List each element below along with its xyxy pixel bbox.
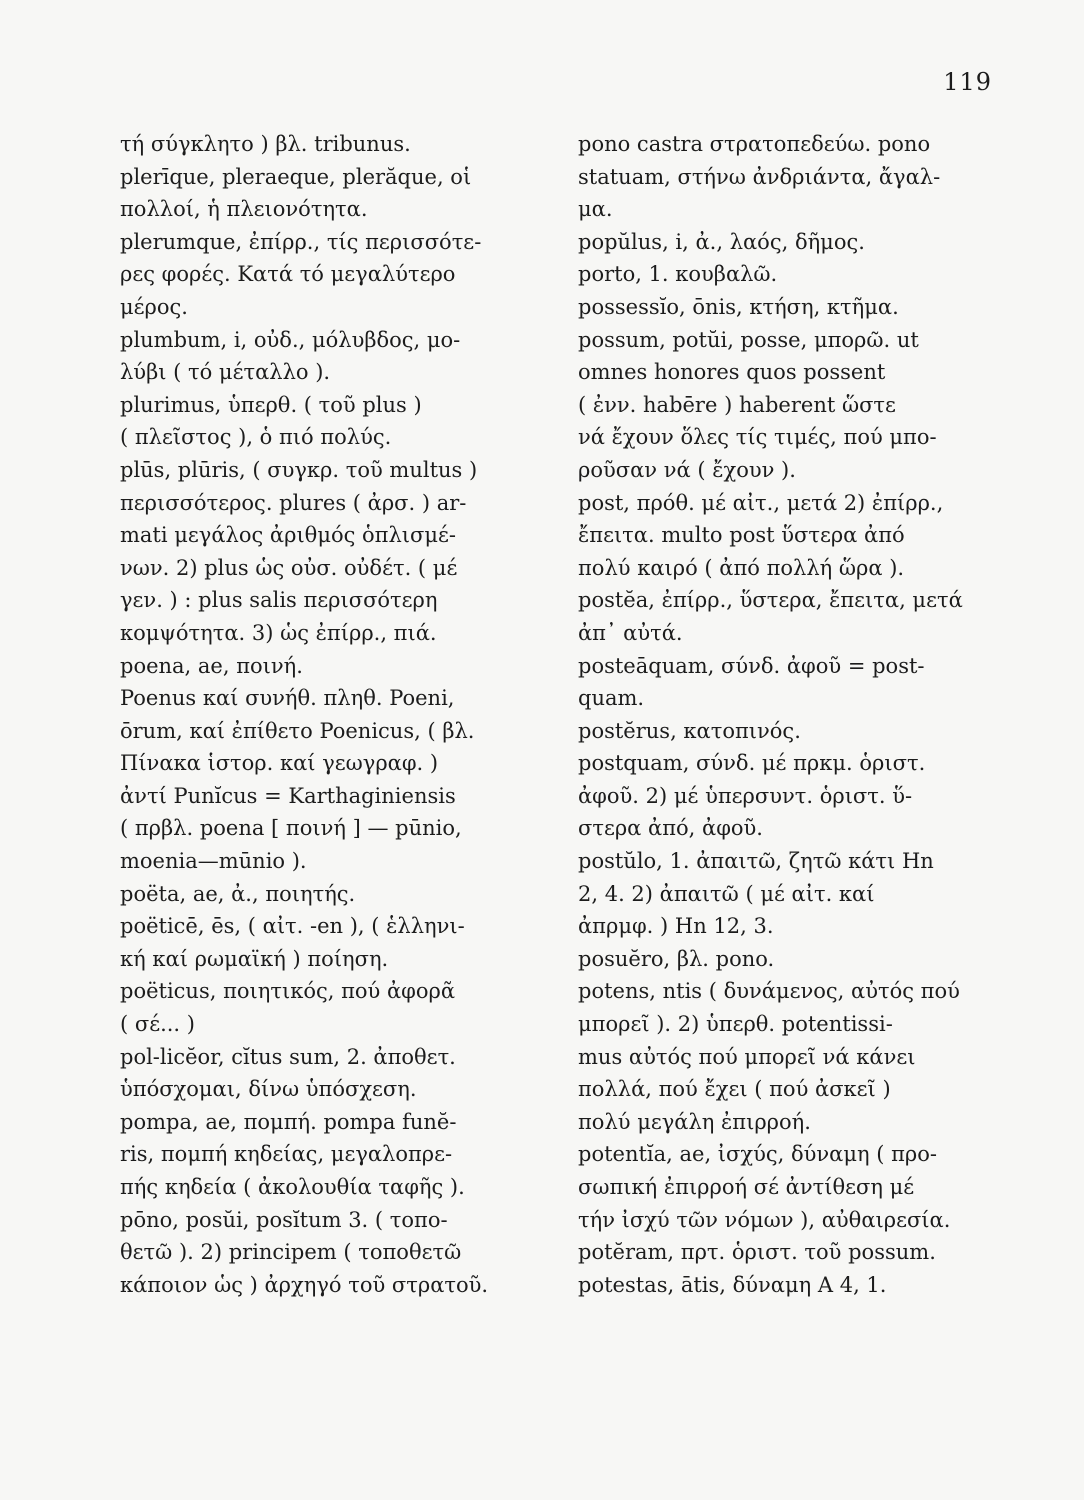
- entry-line: ris, πομπή κηδείας, μεγαλοπρε-: [120, 1142, 453, 1167]
- entry-line: postĕrus, κατοπινός.: [578, 718, 801, 743]
- entry-line: statuam, στήνω ἀνδριάντα, ἄγαλ-: [578, 164, 941, 189]
- page-number: 119: [943, 68, 992, 96]
- entry-line: νων. 2) plus ὡς οὐσ. οὐδέτ. ( μέ: [120, 555, 458, 580]
- entry-line: πολύ μεγάλη ἐπιρροή.: [578, 1109, 811, 1134]
- entry-line: 2, 4. 2) ἀπαιτῶ ( μέ αἰτ. καί: [578, 881, 875, 906]
- right-column: [578, 128, 998, 1301]
- entry-line: poena, ae, ποινή.: [120, 653, 303, 678]
- entry-line: postŭlo, 1. ἀπαιτῶ, ζητῶ κάτι Hn: [578, 849, 934, 874]
- entry-line: potentĭa, ae, ἰσχύς, δύναμη ( προ-: [578, 1142, 937, 1167]
- entry-line: potĕram, πρτ. ὁριστ. τοῦ possum.: [578, 1240, 936, 1265]
- entry-line: popŭlus, i, ἀ., λαός, δῆμος.: [578, 229, 865, 254]
- entry-line: μπορεῖ ). 2) ὑπερθ. potentissi-: [578, 1012, 893, 1037]
- entry-line: θετῶ ). 2) principem ( τοποθετῶ: [120, 1240, 462, 1265]
- entry-line: quam.: [578, 686, 645, 711]
- entry-line: κομψότητα. 3) ὡς ἐπίρρ., πιά.: [120, 620, 437, 645]
- entry-line: plurimus, ὑπερθ. ( τοῦ plus ): [120, 392, 422, 417]
- entry-line: πολύ καιρό ( ἀπό πολλή ὥρα ).: [578, 555, 905, 580]
- entry-line: ἀντί Punĭcus = Karthaginiensis: [120, 783, 456, 808]
- entry-line: plerumque, ἐπίρρ., τίς περισσότε-: [120, 229, 482, 254]
- entry-line: posteāquam, σύνδ. ἀφοῦ = post-: [578, 653, 925, 678]
- entry-line: plerīque, pleraeque, plerăque, οἱ: [120, 164, 472, 189]
- entry-line: mus αὐτός πού μπορεῖ νά κάνει: [578, 1044, 916, 1069]
- entry-line: πολλά, πού ἔχει ( πού ἀσκεῖ ): [578, 1077, 891, 1102]
- entry-line: νά ἔχουν ὅλες τίς τιμές, πού μπο-: [578, 425, 937, 450]
- entry-line: potens, ntis ( δυνάμενος, αὐτός πού: [578, 979, 960, 1004]
- entry-line: ἀπρμφ. ) Hn 12, 3.: [578, 914, 774, 939]
- entry-line: στερα ἀπό, ἀφοῦ.: [578, 816, 763, 841]
- entry-line: mati μεγάλος ἀριθμός ὁπλισμέ-: [120, 523, 456, 548]
- entry-line: plumbum, i, οὐδ., μόλυβδος, μο-: [120, 327, 461, 352]
- entry-line: pol-licĕor, cĭtus sum, 2. ἀποθετ.: [120, 1044, 456, 1069]
- entry-line: possum, potŭi, posse, μπορῶ. ut: [578, 327, 919, 352]
- entry-line: ( πρβλ. poena [ ποινή ] — pūnio,: [120, 816, 462, 841]
- entry-line: ἀφοῦ. 2) μέ ὑπερσυντ. ὁριστ. ὕ-: [578, 783, 913, 808]
- entry-line: ( ἐνν. habēre ) haberent ὥστε: [578, 392, 896, 417]
- entry-line: omnes honores quos possent: [578, 360, 886, 385]
- entry-line: pōno, posŭi, posĭtum 3. ( τοπο-: [120, 1207, 448, 1232]
- entry-line: postquam, σύνδ. μέ πρκμ. ὁριστ.: [578, 751, 926, 776]
- entry-line: ōrum, καί ἐπίθετο Poenicus, ( βλ.: [120, 718, 475, 743]
- entry-line: ροῦσαν νά ( ἔχουν ).: [578, 457, 796, 482]
- entry-line: potestas, ātis, δύναμη A 4, 1.: [578, 1272, 887, 1297]
- entry-line: possessĭo, ōnis, κτήση, κτῆμα.: [578, 294, 899, 319]
- entry-line: poëticē, ēs, ( αἰτ. -en ), ( ἑλληνι-: [120, 914, 465, 939]
- entry-line: poëticus, ποιητικός, πού ἀφορᾶ: [120, 979, 456, 1004]
- entry-line: pompa, ae, πομπή. pompa funĕ-: [120, 1109, 457, 1134]
- entry-line: κάποιον ὡς ) ἀρχηγό τοῦ στρατοῦ.: [120, 1272, 489, 1297]
- left-column: [120, 128, 550, 1301]
- entry-line: post, πρόθ. μέ αἰτ., μετά 2) ἐπίρρ.,: [578, 490, 944, 515]
- entry-line: ρες φορές. Κατά τό μεγαλύτερο: [120, 262, 456, 287]
- entry-line: κή καί ρωμαϊκή ) ποίηση.: [120, 946, 389, 971]
- entry-line: ἀπ᾽ αὐτά.: [578, 620, 683, 645]
- entry-line: σωπική ἐπιρροή σέ ἀντίθεση μέ: [578, 1175, 915, 1199]
- entry-line: Poenus καί συνήθ. πληθ. Poeni,: [120, 686, 455, 711]
- entry-line: ἔπειτα. multo post ὕστερα ἀπό: [578, 523, 905, 548]
- entry-line: περισσότερος. plures ( ἀρσ. ) ar-: [120, 490, 467, 515]
- entry-line: μέρος.: [120, 294, 188, 319]
- entry-line: μα.: [578, 197, 613, 222]
- entry-line: porto, 1. κουβαλῶ.: [578, 262, 778, 287]
- entry-line: ὑπόσχομαι, δίνω ὑπόσχεση.: [120, 1077, 417, 1102]
- entry-line: λύβι ( τό μέταλλο ).: [120, 360, 331, 385]
- entry-line: Πίνακα ἱστορ. καί γεωγραφ. ): [120, 751, 439, 776]
- entry-line: ( πλεῖστος ), ὁ πιό πολύς.: [120, 425, 392, 450]
- entry-line: τήν ἰσχύ τῶν νόμων ), αὐθαιρεσία.: [578, 1207, 951, 1232]
- entry-line: πολλοί, ἡ πλειονότητα.: [120, 197, 368, 222]
- entry-line: poëta, ae, ἀ., ποιητής.: [120, 881, 356, 906]
- entry-line: postĕa, ἐπίρρ., ὕστερα, ἔπειτα, μετά: [578, 588, 963, 613]
- entry-line: γεν. ) : plus salis περισσότερη: [120, 588, 438, 613]
- entry-line: ( σέ... ): [120, 1012, 195, 1037]
- entry-line: plūs, plūris, ( συγκρ. τοῦ multus ): [120, 457, 478, 482]
- entry-line: pono castra στρατοπεδεύω. pono: [578, 132, 931, 156]
- entry-line: πής κηδεία ( ἀκολουθία ταφῆς ).: [120, 1175, 465, 1199]
- entry-line: posuĕro, βλ. pono.: [578, 946, 775, 971]
- entry-line: τή σύγκλητο ) βλ. tribunus.: [120, 132, 411, 156]
- entry-line: moenia—mūnio ).: [120, 849, 307, 874]
